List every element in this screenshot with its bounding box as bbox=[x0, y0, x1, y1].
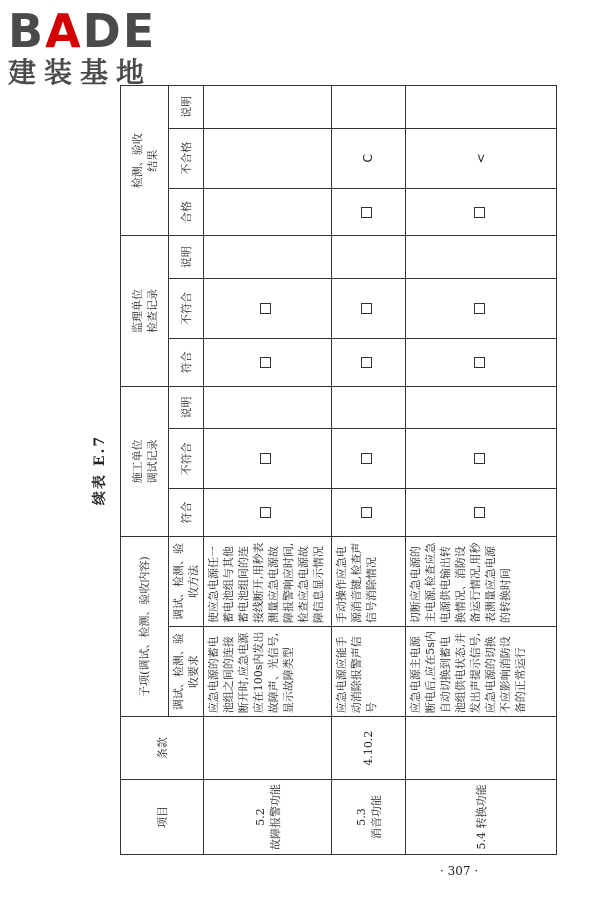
table-caption: 续表 E.7 bbox=[92, 434, 108, 506]
checkbox[interactable] bbox=[260, 507, 271, 518]
header-notok: 不合格 bbox=[169, 128, 204, 188]
header-item: 项目 bbox=[121, 779, 204, 854]
checkbox[interactable] bbox=[260, 357, 271, 368]
header-note: 说明 bbox=[169, 386, 204, 429]
header-pass: 符合 bbox=[169, 339, 204, 387]
row-method: 手动操作应急电源消音键,检查声信号消除情况 bbox=[332, 536, 406, 626]
header-clause: 条款 bbox=[121, 717, 204, 780]
result-mark: < bbox=[473, 153, 488, 164]
header-fail: 不符合 bbox=[169, 278, 204, 338]
table-row bbox=[204, 86, 332, 855]
checkbox[interactable] bbox=[361, 507, 372, 518]
checkbox[interactable] bbox=[361, 357, 372, 368]
row-requirement: 应急电源主电源断电后,应在5s内自动切换到蓄电池组供电状态,并发出声提示信号,应急电源的切换不应影响消防设备的正常运行 bbox=[406, 627, 557, 717]
checkbox[interactable] bbox=[361, 207, 372, 218]
table-row bbox=[332, 86, 406, 855]
logo-subtitle: 建装基地 bbox=[8, 56, 153, 89]
header-supervision: 监理单位 检查记录 bbox=[121, 236, 169, 386]
inspection-table bbox=[120, 85, 557, 855]
header-method: 调试、检测、验收方法 bbox=[169, 536, 204, 626]
header-note: 说明 bbox=[169, 86, 204, 129]
header-fail: 不符合 bbox=[169, 429, 204, 489]
page-number: · 307 · bbox=[440, 864, 479, 878]
header-construction: 施工单位 调试记录 bbox=[121, 386, 169, 536]
row-item: 5.2 故障报警功能 bbox=[204, 779, 332, 854]
row-requirement: 应急电源的蓄电池组之间的连接断开时,应急电源应在100s内发出故障声、光信号,显示故障类型 bbox=[204, 627, 332, 717]
checkbox[interactable] bbox=[474, 303, 485, 314]
checkbox[interactable] bbox=[260, 453, 271, 464]
brand-logo bbox=[8, 4, 178, 93]
row-clause: 4.10.2 bbox=[332, 717, 406, 780]
row-item: 5.3 消音功能 bbox=[332, 779, 406, 854]
row-item: 5.4 转换功能 bbox=[406, 779, 557, 854]
checkbox[interactable] bbox=[474, 357, 485, 368]
checkbox[interactable] bbox=[474, 507, 485, 518]
row-method: 使应急电源任一蓄电池组与其他蓄电池组间的连接线断开,用秒表测量应急电源故障报警响应时间,检查应急电源故障信息显示情况 bbox=[204, 536, 332, 626]
header-note: 说明 bbox=[169, 236, 204, 279]
row-clause bbox=[406, 717, 557, 780]
header-ok: 合格 bbox=[169, 188, 204, 236]
rotated-page bbox=[80, 85, 560, 855]
checkbox[interactable] bbox=[474, 207, 485, 218]
checkbox[interactable] bbox=[361, 453, 372, 464]
logo-letters: BADE bbox=[8, 4, 157, 58]
result-mark: C bbox=[361, 154, 375, 163]
header-pass: 符合 bbox=[169, 489, 204, 537]
row-requirement: 应急电源应能手动消除报警声信号 bbox=[332, 627, 406, 717]
table-row bbox=[406, 86, 557, 855]
checkbox[interactable] bbox=[361, 303, 372, 314]
row-clause bbox=[204, 717, 332, 780]
header-sub: 子项(调试、检测、验收内容) bbox=[121, 536, 169, 716]
checkbox[interactable] bbox=[260, 303, 271, 314]
row-method: 切断应急电源的主电源,检查应急电源供电输出转换情况、消防设备运行情况,用秒表测量应急电源的转换时间 bbox=[406, 536, 557, 626]
header-req: 调试、检测、验收要求 bbox=[169, 627, 204, 717]
header-result: 检测、验收 结果 bbox=[121, 86, 169, 236]
checkbox[interactable] bbox=[474, 453, 485, 464]
